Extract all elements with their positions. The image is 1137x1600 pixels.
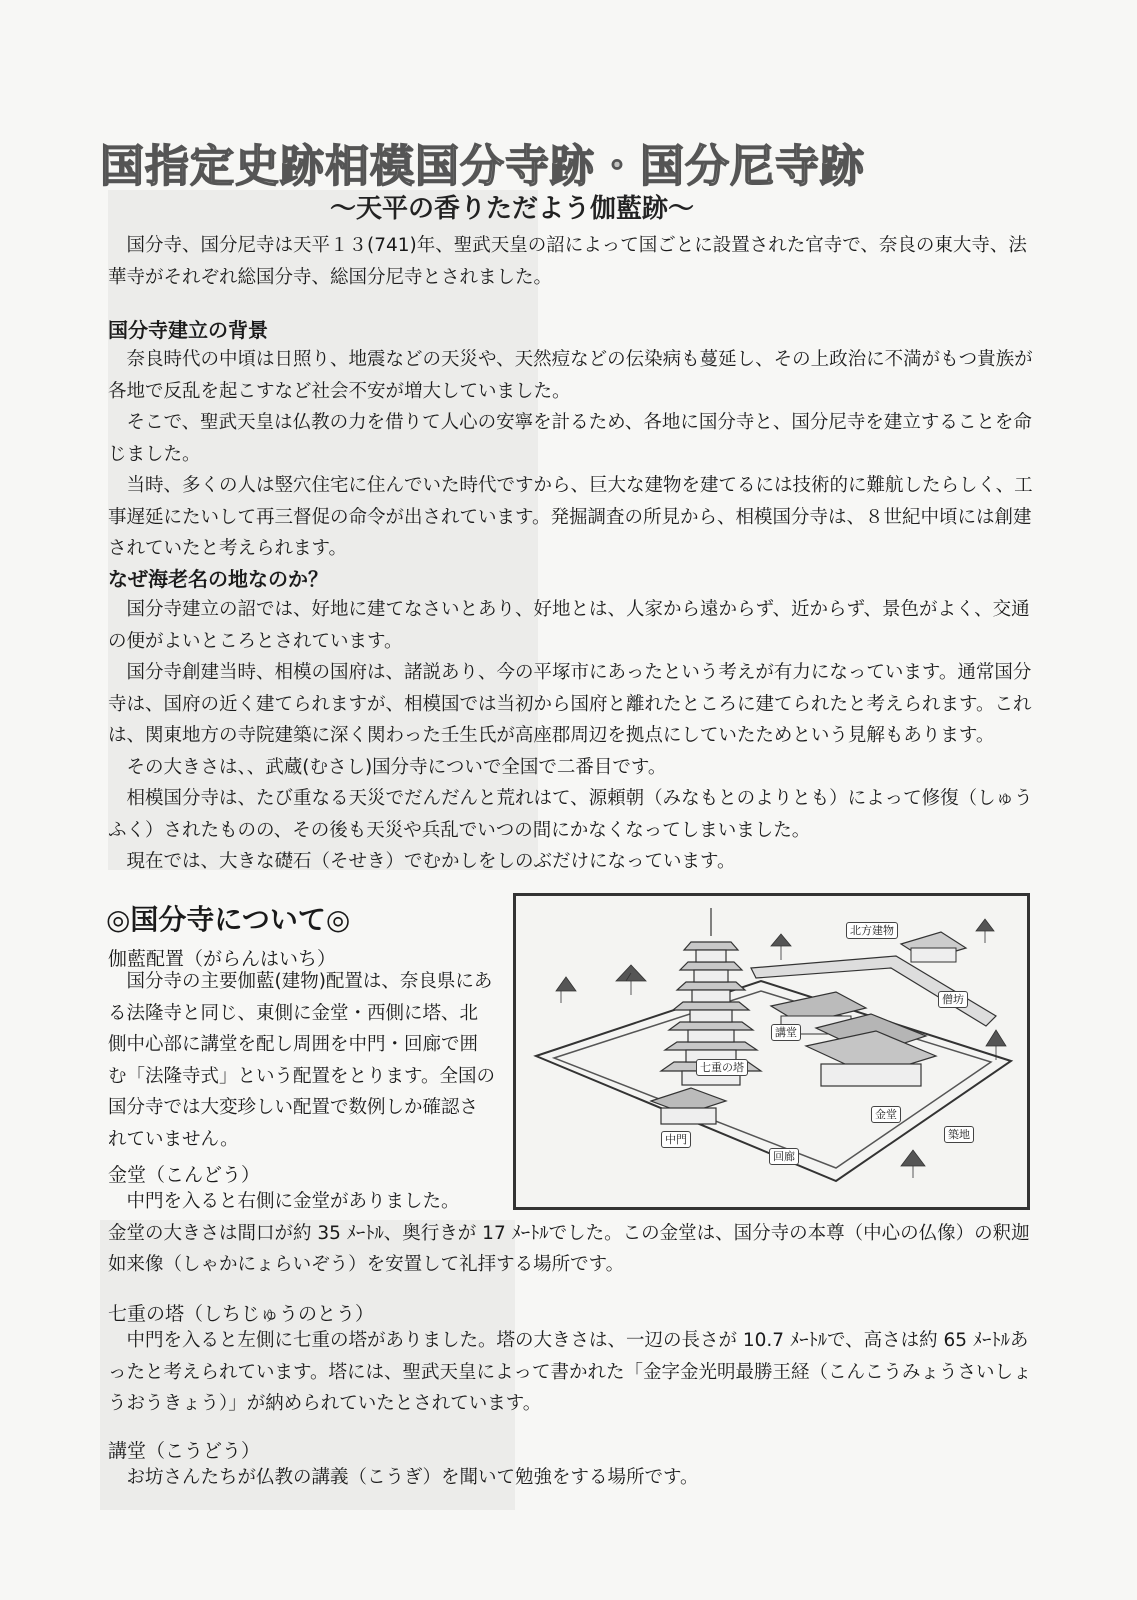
label-kodo: 講堂	[771, 1024, 801, 1041]
label-kondo: 金堂	[871, 1106, 901, 1123]
paragraph: そこで、聖武天皇は仏教の力を借りて人心の安寧を計るため、各地に国分寺と、国分尼寺を建立することを命じました。	[108, 412, 1032, 465]
section-background-text	[108, 344, 1038, 565]
paragraph: 相模国分寺は、たび重なる天災でだんだんと荒れはて、源頼朝（みなもとのよりとも）によって修復（しゅうふく）されたものの、その後も天災や兵乱でいつの間にかなくなってしまいました。	[108, 788, 1033, 841]
section-heading-background: 国分寺建立の背景	[108, 318, 268, 342]
label-sobo: 僧坊	[938, 991, 968, 1008]
kodo-text	[108, 1462, 1038, 1494]
label-north-building: 北方建物	[846, 922, 898, 939]
section-heading-why: なぜ海老名の地なのか？	[108, 567, 328, 591]
paragraph: 国分寺創建当時、相模の国府は、諸説あり、今の平塚市にあったという考えが有力になっています。通常国分寺は、国府の近く建てられますが、相模国では当初から国府と離れたところに建てられたと考えられます。これは、関東地方の寺院建築に深く関わった壬生氏が高座郡周辺を拠点にしていたためという見解もあります。	[108, 662, 1032, 746]
paragraph: 中門を入ると左側に七重の塔がありました。塔の大きさは、一辺の長さが 10.7 ﾒｰﾄﾙで、高さは約 65 ﾒｰﾄﾙあったと考えられています。塔には、聖武天皇によって書かれた「金字金光明最勝王経（こんこうみょうさいしょうおうきょう）」が納められていたとされています。	[108, 1330, 1032, 1414]
tower-text	[108, 1325, 1038, 1420]
tower-title: 七重の塔（しちじゅうのとう）	[108, 1303, 375, 1325]
paragraph: 中門を入ると右側に金堂がありました。	[126, 1191, 460, 1212]
corridor-inner	[554, 991, 991, 1168]
label-kairo: 回廊	[769, 1148, 799, 1165]
paragraph: お坊さんたちが仏教の講義（こうぎ）を聞いて勉強をする場所です。	[126, 1467, 699, 1488]
section-why-text	[108, 594, 1038, 878]
page-title: 国指定史跡相模国分寺跡・国分尼寺跡	[100, 141, 865, 192]
label-tsukiji: 築地	[944, 1126, 974, 1143]
label-tower: 七重の塔	[696, 1059, 748, 1076]
chumon-gate	[651, 1088, 726, 1124]
paragraph: 国分寺の主要伽藍(建物)配置は、奈良県にある法隆寺と同じ、東側に金堂・西側に塔、北側中心部に講堂を配し周囲を中門・回廊で囲む「法隆寺式」という配置をとります。全国の国分寺では大変珍しい配置で数例しか確認されていません。	[108, 971, 496, 1150]
section-heading-about: ◎国分寺について◎	[106, 903, 351, 936]
paragraph: 当時、多くの人は竪穴住宅に住んでいた時代ですから、巨大な建物を建てるには技術的に難航したらしく、工事遅延にたいして再三督促の命令が出されています。発掘調査の所見から、相模国分寺は、８世紀中頃には創建されていたと考えられます。	[108, 475, 1033, 559]
kondo-title: 金堂（こんどう）	[108, 1164, 261, 1186]
garan-title: 伽藍配置（がらんはいち）	[108, 948, 337, 970]
label-chumon: 中門	[661, 1131, 691, 1148]
page-subtitle: ～天平の香りただよう伽藍跡～	[330, 194, 695, 224]
garan-text	[108, 966, 496, 1155]
paragraph: 奈良時代の中頃は日照り、地震などの天災や、天然痘などの伝染病も蔓延し、その上政治に不満がもつ貴族が各地で反乱を起こすなど社会不安が増大していました。	[108, 349, 1033, 402]
paragraph: その大きさは、、武蔵(むさし)国分寺についで全国で二番目です。	[126, 756, 667, 778]
paragraph: 金堂の大きさは間口が約 35 ﾒｰﾄﾙ、奥行きが 17 ﾒｰﾄﾙでした。この金堂は、国分寺の本尊（中心の仏像）の釈迦如来像（しゃかにょらいぞう）を安置して礼拝する場所です。	[108, 1222, 1030, 1275]
kodo-title: 講堂（こうどう）	[108, 1440, 261, 1462]
paragraph: 国分寺建立の詔では、好地に建てなさいとあり、好地とは、人家から遠からず、近からず、景色がよく、交通の便がよいところとされています。	[108, 599, 1030, 652]
temple-layout-illustration	[513, 893, 1030, 1210]
intro-paragraph: 国分寺、国分尼寺は天平１３(741)年、聖武天皇の詔によって国ごとに設置された官寺で、奈良の東大寺、法華寺がそれぞれ総国分寺、総国分尼寺とされました。	[108, 235, 1027, 288]
intro-text	[108, 230, 1038, 293]
paragraph: 現在では、大きな礎石（そせき）でむかしをしのぶだけになっています。	[126, 851, 736, 872]
